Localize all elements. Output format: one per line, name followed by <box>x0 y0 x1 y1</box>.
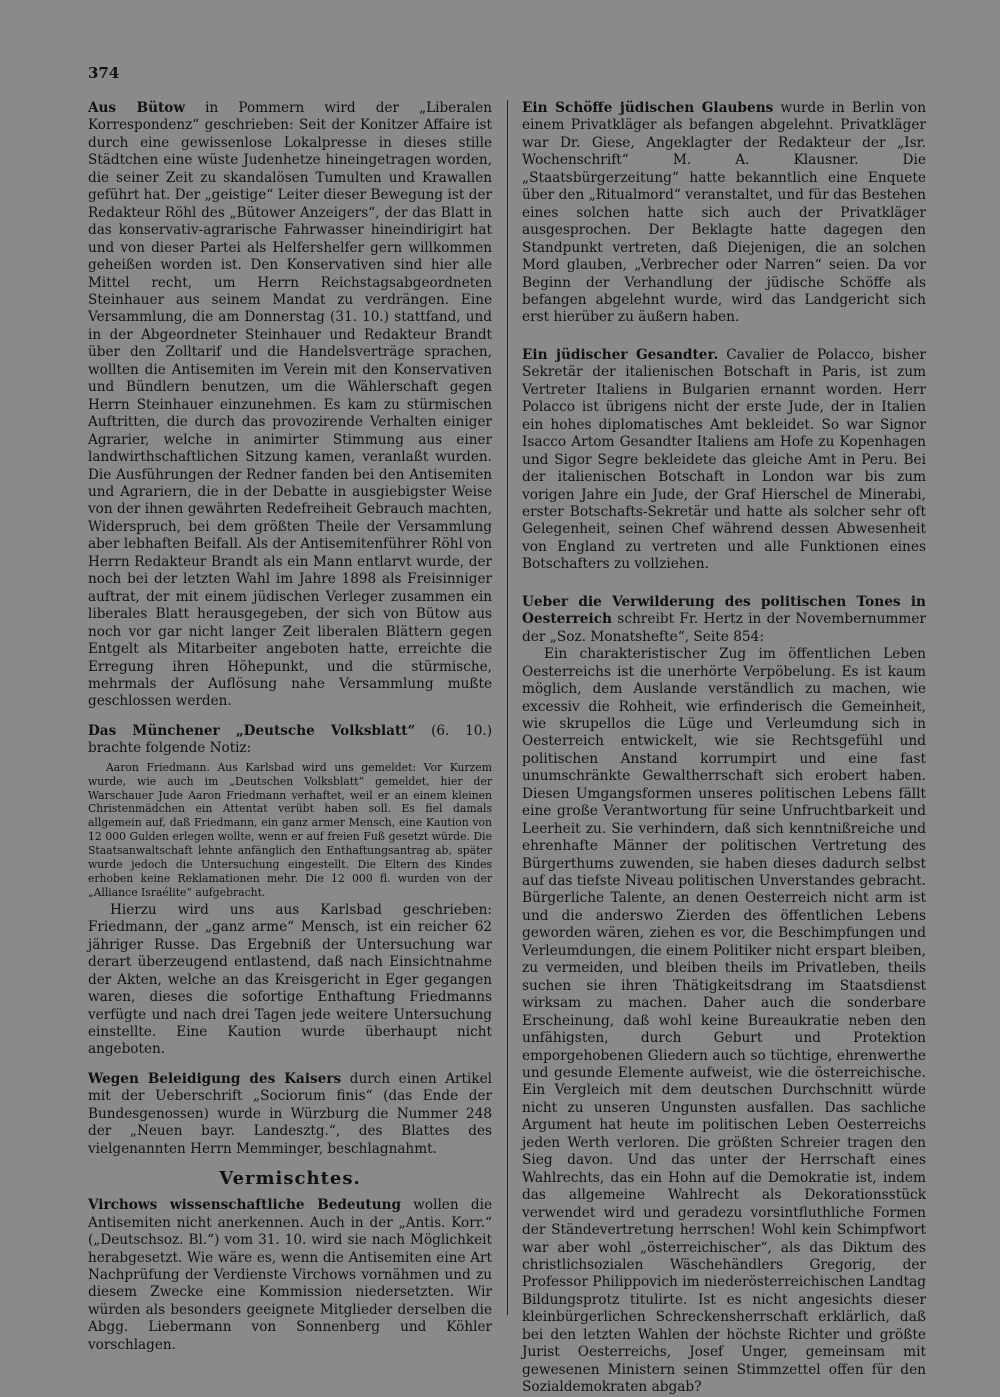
article-virchow <box>88 1197 492 1354</box>
right-column <box>522 100 926 1397</box>
article-volksblatt <box>88 723 492 1059</box>
article-buetow <box>88 100 492 711</box>
article-gesandter <box>522 347 926 574</box>
article-virchow-heading: Virchows wissenschaftliche Bedeutung <box>88 1197 401 1214</box>
article-verwilderung-intro-text: schreibt Fr. Hertz in der Novembernummer der „Soz. Monatshefte“, Seite 854: <box>522 611 926 645</box>
article-beleidigung-heading: Wegen Beleidigung des Kaisers <box>88 1070 342 1087</box>
article-gesandter-heading: Ein jüdischer Gesandter. <box>522 346 719 363</box>
article-verwilderung-intro <box>522 594 926 646</box>
article-volksblatt-quote <box>88 761 492 900</box>
article-beleidigung-body: durch einen Artikel mit der Ueberschrift „Sociorum finis“ (das Ende der Bundesgenossen) wurde in Würzburg die Nummer 248 der „Neuen bayr. Landesztg.“, des Blattes des vielgenannten Herrn Memminger, beschlagnahmt. <box>88 1070 492 1157</box>
column-divider <box>507 100 508 1315</box>
left-column <box>88 100 492 1354</box>
article-gesandter-text <box>522 347 926 574</box>
article-schoeffe-heading: Ein Schöffe jüdischen Glaubens <box>522 100 774 116</box>
article-virchow-text <box>88 1197 492 1354</box>
article-volksblatt-heading: Das Münchener „Deutsche Volksblatt“ <box>88 722 416 739</box>
article-volksblatt-intro-text: (6. 10.) brachte folgende Notiz: <box>88 722 492 757</box>
article-gesandter-body: Cavalier de Polacco, bisher Sekretär der italienischen Botschaft in Paris, ist zum Vertreter Italiens in Bulgarien ernannt worden. Herr Polacco ist übrigens nicht der erste Jude, der in Italien ein hohes diplomatisches Amt bekleidet. So war Signor Isacco Artom Gesandter Italiens am Hofe zu Kopenhagen und Sigor Segre bekleidete das gleiche Amt in Peru. Bei der italienischen Botschaft in London war bis zum vorigen Jahre ein Jude, der Graf Hierschel de Minerabi, erster Botschafts-Sekretär und hatte als solcher sehr oft Gelegenheit, seinen Chef während dessen Abwesenheit von England zu vertreten und alle Funktionen eines Botschafters zu vollziehen. <box>522 346 927 573</box>
article-schoeffe-text <box>522 100 926 327</box>
article-buetow-body: in Pommern wird der „Liberalen Korrespondenz“ geschrieben: Seit der Konitzer Affaire ist durch eine gewissenlose Lokalpresse in dieses stille Städtchen eine wüste Judenhetze hineingetragen worden, die seiner Zeit zu skandalösen Tumulten und Krawallen geführt hat. Der „geistige“ Leiter dieser Bewegung ist der Redakteur Röhl des „Bütower Anzeigers“, der das Blatt in das konservativ-agrarische Fahrwasser hineindirigirt hat und von dieser Partei als Helfershelfer gern willkommen geheißen worden ist. Den Konservativen sind hier alle Mittel recht, um Herrn Reichstagsabgeordneten Steinhauer aus seinem Mandat zu verdrängen. Eine Versammlung, die am Donnerstag (31. 10.) stattfand, und in der Abgeordneter Steinhauer und Redakteur Brandt über den Zolltarif und die Handelsverträge sprachen, wollten die Antisemiten im Verein mit den Konservativen und Bündlern benutzen, um die Wählerschaft gegen Herrn Steinhauer einzunehmen. Es kam zu stürmischen Auftritten, die durch das provozirende Verhalten einiger Agrarier, welche in animirter Stimmung aus einer landwirthschaftlichen Sitzung kamen, veranlaßt wurden. Die Ausführungen der Redner fanden bei den Antisemiten und Agrariern, die in der Debatte in ausgiebigster Weise von der ihnen gewährten Redefreiheit Gebrauch machten, Widerspruch, bei dem größten Theile der Versammlung aber lebhaften Beifall. Als der Antisemitenführer Röhl von Herrn Redakteur Brandt als ein Mann entlarvt wurde, der noch bei der letzten Wahl im Jahre 1898 als Freisinniger auftrat, der mit einem jüdischen Verleger zusammen ein liberales Blatt herausgegeben, der sich von Bütow aus noch vor gar nicht langer Zeit liberalen Blättern gegen Entgelt als Mitarbeiter angeboten hatte, erreichte die Erregung ihren Höhepunkt, und die stürmische, mehrmals der Auflösung nahe Versammlung mußte geschlossen werden. <box>88 100 492 710</box>
article-verwilderung-body: Ein charakteristischer Zug im öffentlichen Leben Oesterreichs ist die unerhörte Verpöbelung. Es ist kaum möglich, dem Auslande verständlich zu machen, wie excessiv die Rohheit, wie erfinderisch die Gemeinheit, wie skrupellos die Lüge und Verleumdung sich in Oesterreich entwickelt, wie sie Rechtsgefühl und politischen Anstand korrumpirt und eine fast unumschränkte Gewaltherrschaft sich erobert haben. Diesen Umgangsformen unseres politischen Lebens fällt eine große Verantwortung für seine Unfruchtbarkeit und Leerheit zu. Sie verhindern, daß sich kenntnißreiche und ehrenhafte Männer der politischen Vertretung des Bürgerthums zuwenden, sie haben dieses dadurch selbst auf das tiefste Niveau politischen Unverstandes gebracht. Bürgerliche Talente, an denen Oesterreich nicht arm ist und die anderswo Zierden des öffentlichen Lebens geworden wären, ziehen es vor, die Beschimpfungen und Verleumdungen, die einem Politiker nicht erspart bleiben, zu vermeiden, und bleiben theils im Privatleben, theils suchen sie ihren Thätigkeitsdrang im Staatsdienst wirksam zu machen. Daher auch die sonderbare Erscheinung, daß wohl keine Bureaukratie neben den unfähigsten, durch Geburt und Protektion emporgehobenen Gliedern auch so tüchtige, ehrenwerthe und gesunde Elemente aufweist, wie die österreichische. Ein Vergleich mit dem deutschen Durchschnitt würde nicht zu unseren Ungunsten ausfallen. Das sachliche Argument hat heute im politischen Leben Oesterreichs jeden Werth verloren. Die größten Schreier tragen den Sieg davon. Und das unter der Herrschaft eines Wahlrechts, das ein Hohn auf die Demokratie ist, indem das allgemeine Wahlrecht als Dekorationsstück verwendet wird und geradezu vorsintfluthliche Formen der Ständevertretung herrschen! Wohl kein Schimpfwort war aber wohl „österreichischer“, als das Diktum des christlichsozialen Wäschehändlers Gregorig, der Professor Philippovich im niederösterreichischen Landtag Bildungsprotz titulirte. Ist es nicht angesichts dieser kleinbürgerlichen Schreckensherrschaft erklärlich, daß bei den letzten Wahlen der höchste Richter und größte Jurist Oesterreichs, Josef Unger, gemeinsam mit gewesenen Ministern seinen Stimmzettel offen für den Sozialdemokraten abgab? <box>522 646 926 1396</box>
article-volksblatt-followup: Hierzu wird uns aus Karlsbad geschrieben: Friedmann, der „ganz arme“ Mensch, ist ein reicher 62 jähriger Russe. Das Ergebniß der Untersuchung war derart überzeugend entlastend, daß nach Einsichtnahme der Akten, welche an das Kreisgericht in Eger gegangen waren, dieses die sofortige Enthaftung Friedmanns verfügte und nach drei Tagen jede weitere Untersuchung einstellte. Eine Kaution wurde überhaupt nicht angeboten. <box>88 901 492 1058</box>
article-verwilderung-heading: Ueber die Verwilderung des politischen Tones in Oesterreich <box>522 593 926 628</box>
article-beleidigung-text <box>88 1071 492 1158</box>
article-verwilderung <box>522 594 926 1397</box>
article-virchow-body: wollen die Antisemiten nicht anerkennen. Auch in der „Antis. Korr.“ („Deutschsoz. Bl.“) vom 31. 10. wird sie nach Möglichkeit herabgesetzt. Wie wäre es, wenn die Antisemiten eine Art Nachprüfung der Verdienste Virchows vornähmen und zu diesem Zwecke eine Kommission niedersetzten. Wir würden als besonders geeignete Mitglieder derselben die Abgg. Liebermann von Sonnenberg und Köhler vorschlagen. <box>88 1197 492 1353</box>
article-buetow-heading: Aus Bütow <box>88 100 186 116</box>
page-number: 374 <box>88 64 120 82</box>
article-schoeffe-body: wurde in Berlin von einem Privatkläger als befangen abgelehnt. Privatkläger war Dr. Giese, Angeklagter der Redakteur der „Isr. Wochenschrift“ M. A. Klausner. Die „Staatsbürgerzeitung“ hatte bekanntlich eine Enquete über den „Ritualmord“ veranstaltet, und für das Bestehen eines solchen hatte sich auch der Privatkläger ausgesprochen. Der Beklagte hatte dagegen den Standpunkt vertreten, daß Diejenigen, die an solchen Mord glauben, „Verbrecher oder Narren“ seien. Da vor Beginn der Verhandlung der jüdische Schöffe als befangen abgelehnt wurde, wird das Landgericht sich erst hierüber zu äußern haben. <box>522 100 927 326</box>
article-schoeffe <box>522 100 926 327</box>
quote-text: Aaron Friedmann. Aus Karlsbad wird uns gemeldet: Vor Kurzem wurde, wie auch im „Deutschen Volksblatt“ gemeldet, hier der Warschauer Jude Aaron Friedmann verhaftet, weil er an einem kleinen Christenmädchen ein Attentat verübt haben soll. Es fiel damals allgemein auf, daß Friedmann, ein ganz armer Mensch, eine Kaution von 12 000 Gulden erlegen wollte, wenn er auf freien Fuß gesetzt würde. Die Staatsanwaltschaft lehnte anfänglich den Enthaftungsantrag ab, später wurde jedoch die Untersuchung eingestellt. Die Eltern des Kindes erhoben keine Reklamationen mehr. Die 12 000 fl. wurden von der „Alliance Israélite“ aufgebracht. <box>88 760 492 899</box>
article-beleidigung <box>88 1071 492 1158</box>
article-volksblatt-intro <box>88 723 492 758</box>
section-title: Vermischtes. <box>219 1168 361 1190</box>
article-buetow-text <box>88 100 492 711</box>
